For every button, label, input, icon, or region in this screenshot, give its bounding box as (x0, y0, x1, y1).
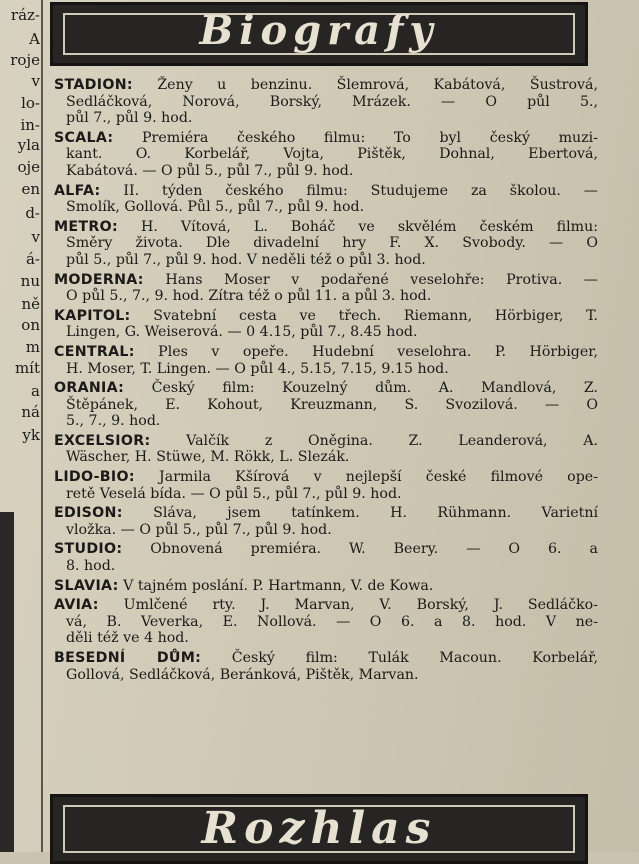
listing-text: Směry života. Dle divadelní hry F. X. Svobody. — O (66, 235, 598, 252)
listing-line (54, 199, 598, 216)
listing-line (54, 558, 598, 575)
listing-line (54, 110, 598, 127)
adjacent-column-text: ná (21, 403, 40, 421)
listing-text: H. Vítová, L. Boháč ve skvělém českém filmu: (140, 218, 598, 235)
adjacent-column-dark-block (0, 512, 14, 852)
cinema-listing (54, 578, 598, 595)
listing-text: vložka. — O půl 5., půl 7., půl 9. hod. (66, 521, 332, 538)
listing-line (54, 183, 598, 200)
cinema-name: EXCELSIOR: (54, 432, 151, 449)
listing-line (54, 433, 598, 450)
cinema-name: STADION: (54, 77, 133, 93)
cinema-name: LIDO-BIO: (54, 469, 135, 486)
listing-line (54, 219, 598, 236)
cinema-listing (54, 77, 598, 127)
listing-text: retě Veselá bída. — O půl 5., půl 7., půl 9. hod. (66, 485, 402, 502)
listing-text: Český film: Tulák Macoun. Korbelář, (231, 650, 598, 666)
listing-text: Ples v opeře. Hudební veselohra. P. Hörbiger, (158, 343, 599, 360)
listing-text: II. týden českého filmu: Studujeme za školou. — (123, 182, 598, 199)
listing-line (54, 288, 598, 305)
listing-line (54, 449, 598, 466)
listing-text: Valčík z Oněgina. Z. Leanderová, A. (186, 432, 598, 449)
listing-text: Obnovená premiéra. W. Beery. — O 6. a (150, 541, 598, 558)
adjacent-column-text: A (29, 30, 40, 48)
cinema-name: SCALA: (54, 129, 114, 146)
listing-line (54, 308, 598, 325)
listing-line (54, 344, 598, 361)
cinema-listing (54, 505, 598, 538)
cinema-listing (54, 650, 598, 683)
adjacent-column-text: lo- (21, 94, 40, 112)
cinema-listing (54, 344, 598, 377)
listing-text: O půl 5., 7., 9. hod. Zítra též o půl 11. a půl 3. hod. (66, 288, 432, 305)
listing-line (54, 94, 598, 111)
listing-text: půl 7., půl 9. hod. (66, 110, 193, 127)
cinema-name: ALFA: (54, 182, 101, 199)
listing-text: Hans Moser v podařené veselohře: Protiva. — (165, 271, 598, 288)
listing-text: Wäscher, H. Stüwe, M. Rökk, L. Slezák. (66, 449, 350, 466)
adjacent-column-text: v (31, 228, 40, 246)
cinema-listing (54, 183, 598, 216)
biografy-heading: Biografy (199, 7, 439, 54)
listing-text: H. Moser, T. Lingen. — O půl 4., 5.15, 7.15, 9.15 hod. (66, 360, 449, 377)
listing-line (54, 380, 598, 397)
adjacent-column-text: in- (20, 116, 40, 134)
listing-text: Svatební cesta ve třech. Riemann, Hörbiger, T. (153, 307, 599, 324)
adjacent-column-text: mít (14, 359, 40, 377)
listing-line (54, 578, 598, 595)
adjacent-column-text: á- (25, 250, 40, 268)
adjacent-column-text: a (31, 382, 40, 400)
listing-line (54, 163, 598, 180)
listing-line (54, 77, 598, 94)
listing-text: Kabátová. — O půl 5., půl 7., půl 9. hod. (66, 162, 354, 179)
listing-line (54, 614, 598, 631)
listing-text: vá, B. Veverka, E. Nollová. — O 6. a 8. hod. V ne- (66, 613, 598, 630)
cinema-name: STUDIO: (54, 541, 123, 558)
rozhlas-banner (50, 794, 588, 864)
cinema-listing (54, 597, 598, 647)
adjacent-column-text: ráz- (10, 6, 40, 24)
cinema-listing (54, 130, 598, 180)
cinema-listing (54, 308, 598, 341)
listing-text: V tajném poslání. P. Hartmann, V. de Kowa. (123, 577, 434, 594)
cinema-listing (54, 219, 598, 269)
listing-line (54, 235, 598, 252)
column-rule (41, 0, 43, 852)
listing-text: Lingen, G. Weiserová. — 0 4.15, půl 7., 8.45 hod. (66, 324, 418, 341)
rozhlas-heading: Rozhlas (201, 803, 437, 854)
cinema-listing (54, 272, 598, 305)
listing-line (54, 146, 598, 163)
listing-line (54, 252, 598, 269)
listing-text: kant. O. Korbelář, Vojta, Pištěk, Dohnal, Ebertová, (66, 146, 598, 163)
adjacent-column-text: v (31, 72, 40, 90)
listing-line (54, 522, 598, 539)
adjacent-column-text: ně (21, 295, 40, 313)
listing-text: půl 5., půl 7., půl 9. hod. V neděli též o půl 3. hod. (66, 251, 426, 268)
listing-line (54, 272, 598, 289)
listing-line (54, 541, 598, 558)
adjacent-column-text: d- (25, 204, 40, 222)
listing-line (54, 650, 598, 667)
cinema-listing (54, 380, 598, 430)
listing-text: Jarmila Kšírová v nejlepší české filmové ope- (159, 469, 598, 486)
listing-text: Český film: Kouzelný dům. A. Mandlová, Z. (151, 380, 598, 397)
listing-line (54, 469, 598, 486)
listing-line (54, 130, 598, 147)
listing-text: 8. hod. (66, 558, 116, 575)
cinema-name: AVIA: (54, 597, 99, 614)
cinema-name: CENTRAL: (54, 343, 135, 360)
listing-text: Gollová, Sedláčková, Beránková, Pištěk, Marvan. (66, 666, 419, 683)
listing-line (54, 505, 598, 522)
listing-text: děli též ve 4 hod. (66, 630, 189, 647)
cinema-name: EDISON: (54, 505, 123, 522)
cinema-listing (54, 433, 598, 466)
biografy-banner (50, 2, 588, 66)
adjacent-column-text: yla (17, 136, 40, 154)
adjacent-column-text: roje (10, 51, 40, 69)
cinema-name: BESEDNÍ DŮM: (54, 650, 202, 666)
cinema-name: KAPITOL: (54, 307, 131, 324)
listing-line (54, 630, 598, 647)
listing-text: Sláva, jsem tatínkem. H. Rühmann. Varietní (153, 505, 599, 522)
cinema-name: MODERNA: (54, 271, 144, 288)
listing-line (54, 486, 598, 503)
cinema-listing (54, 469, 598, 502)
listing-line (54, 597, 598, 614)
adjacent-column-text: on (21, 316, 40, 334)
cinema-name: SLAVIA: (54, 577, 119, 594)
listing-line (54, 413, 598, 430)
adjacent-column-text: en (21, 180, 40, 198)
cinema-listing (54, 541, 598, 574)
listing-text: Štěpánek, E. Kohout, Kreuzmann, S. Svozilová. — O (66, 396, 598, 413)
adjacent-column-text: nu (20, 272, 40, 290)
adjacent-column-text: oje (17, 158, 40, 176)
adjacent-column-fragment (0, 0, 40, 852)
adjacent-column-text: m (25, 338, 40, 356)
listing-text: 5., 7., 9. hod. (66, 413, 161, 430)
listing-line (54, 361, 598, 378)
listing-line (54, 397, 598, 414)
listing-text: Sedláčková, Norová, Borský, Mrázek. — O půl 5., (66, 93, 598, 110)
listing-text: Umlčené rty. J. Marvan, V. Borský, J. Sedláčko- (123, 597, 599, 614)
adjacent-column-text: yk (22, 426, 40, 444)
listing-line (54, 324, 598, 341)
cinema-name: ORANIA: (54, 380, 125, 397)
listing-text: Premiéra českého filmu: To byl český muzi- (142, 129, 598, 146)
cinema-name: METRO: (54, 218, 118, 235)
listing-text: Ženy u benzinu. Šlemrová, Kabátová, Šustrová, (157, 77, 598, 93)
listing-text: Smolík, Gollová. Půl 5., půl 7., půl 9. hod. (66, 199, 365, 216)
listing-line (54, 667, 598, 684)
cinema-listings (54, 77, 598, 686)
